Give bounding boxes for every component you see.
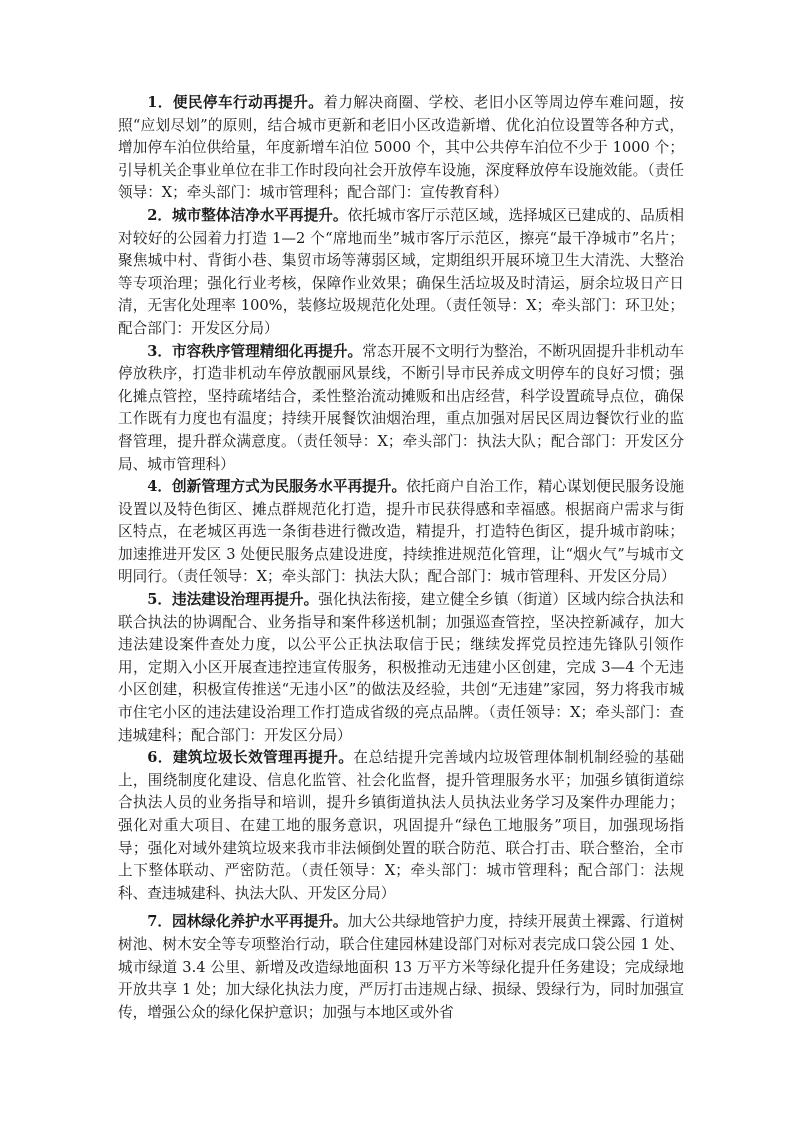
paragraph-heading: 4．创新管理方式为民服务水平再提升。 (147, 478, 407, 496)
paragraph-5 (118, 589, 684, 747)
paragraph-3 (118, 341, 684, 477)
paragraph-6 (118, 747, 684, 905)
paragraph-body: 常态开展不文明行为整治，不断巩固提升非机动车停放秩序，打造非机动车停放靓丽风景线，不断引导市民养成文明停车的良好习惯；强化摊点管控，坚持疏堵结合，柔性整治流动摊贩和出店经营，科学设置疏导点位，确保工作既有力度也有温度；持续开展餐饮油烟治理，重点加强对居民区周边餐饮行业的监督管理，提升群众满意度。（责任领导：X；牵头部门：执法大队；配合部门：开发区分局、城市管理科） (118, 342, 684, 473)
paragraph-heading: 2．城市整体洁净水平再提升。 (147, 206, 348, 224)
paragraph-heading: 3．市容秩序管理精细化再提升。 (147, 342, 363, 360)
document-page (118, 92, 684, 1024)
paragraph-1 (118, 92, 684, 205)
paragraph-body: 加大公共绿地管护力度，持续开展黄土裸露、行道树树池、树木安全等专项整治行动，联合住建园林建设部门对标对表完成口袋公园 1 处、城市绿道 3.4 公里、新增及改造绿地面积 13 万平方米等绿化提升任务建设；完成绿地开放共享 1 处；加大绿化执法力度，严厉打击违规占绿、损绿、毁绿行为，同时加强宣传，增强公众的绿化保护意识；加强与本地区或外省 (118, 913, 684, 1021)
paragraph-2 (118, 205, 684, 341)
paragraph-heading: 1．便民停车行动再提升。 (147, 94, 324, 111)
paragraph-7 (118, 911, 684, 1024)
paragraph-body: 强化执法衔接，建立健全乡镇（街道）区域内综合执法和联合执法的协调配合、业务指导和案件移送机制；加强巡查管控，坚决控新减存，加大违法建设案件查处力度，以公平公正执法取信于民；继续发挥党员控违先锋队引领作用，定期入小区开展查违控违宣传服务，积极推动无违建小区创建，完成 3—4 个无违小区创建，积极宣传推送“无违小区”的做法及经验，共创“无违建”家园，努力将我市城市住宅小区的违法建设治理工作打造成省级的亮点品牌。（责任领导：X；牵头部门：查违城建科；配合部门：开发区分局） (118, 591, 684, 744)
paragraph-body: 依托城市客厅示范区域，选择城区已建成的、品质相对较好的公园着力打造 1—2 个“席地而坐”城市客厅示范区，擦亮“最干净城市”名片；聚焦城中村、背街小巷、集贸市场等薄弱区域，定期组织开展环境卫生大清洗、大整治等专项治理；强化行业考核，保障作业效果；确保生活垃圾及时清运，厨余垃圾日产日清，无害化处理率 100%，装修垃圾规范化处理。（责任领导：X；牵头部门：环卫处；配合部门：开发区分局） (118, 206, 684, 337)
paragraph-heading: 6．建筑垃圾长效管理再提升。 (147, 749, 354, 767)
paragraph-4 (118, 476, 684, 589)
paragraph-heading: 5．违法建设治理再提升。 (147, 591, 319, 609)
paragraph-body: 着力解决商圈、学校、老旧小区等周边停车难问题，按照“应划尽划”的原则，结合城市更新和老旧小区改造新增、优化泊位设置等各种方式，增加停车泊位供给量，年度新增车泊位 5000 个，其中公共停车泊位不少于 1000 个；引导机关企事业单位在非工作时段向社会开放停车设施，深度释放停车设施效能。（责任领导：X；牵头部门：城市管理科；配合部门：宣传教育科） (118, 94, 684, 202)
paragraph-body: 在总结提升完善域内垃圾管理体制机制经验的基础上，围绕制度化建设、信息化监管、社会化监督，提升管理服务水平；加强乡镇街道综合执法人员的业务指导和培训，提升乡镇街道执法人员执法业务学习及案件办理能力；强化对重大项目、在建工地的服务意识，巩固提升“绿色工地服务”项目，加强现场指导；强化对域外建筑垃圾来我市非法倾倒处置的联合防范、联合打击、联合整治，全市上下整体联动、严密防范。（责任领导：X；牵头部门：城市管理科；配合部门：法规科、查违城建科、执法大队、开发区分局） (118, 749, 684, 902)
paragraph-heading: 7．园林绿化养护水平再提升。 (147, 913, 348, 931)
paragraph-body: 依托商户自治工作，精心谋划便民服务设施设置以及特色街区、摊点群规范化打造，提升市民获得感和幸福感。根据商户需求与街区特点，在老城区再选一条街巷进行微改造，精提升，打造特色街区，提升城市韵味；加速推进开发区 3 处便民服务点建设进度，持续推进规范化管理，让“烟火气”与城市文明同行。（责任领导：X；牵头部门：执法大队；配合部门：城市管理科、开发区分局） (118, 478, 684, 586)
